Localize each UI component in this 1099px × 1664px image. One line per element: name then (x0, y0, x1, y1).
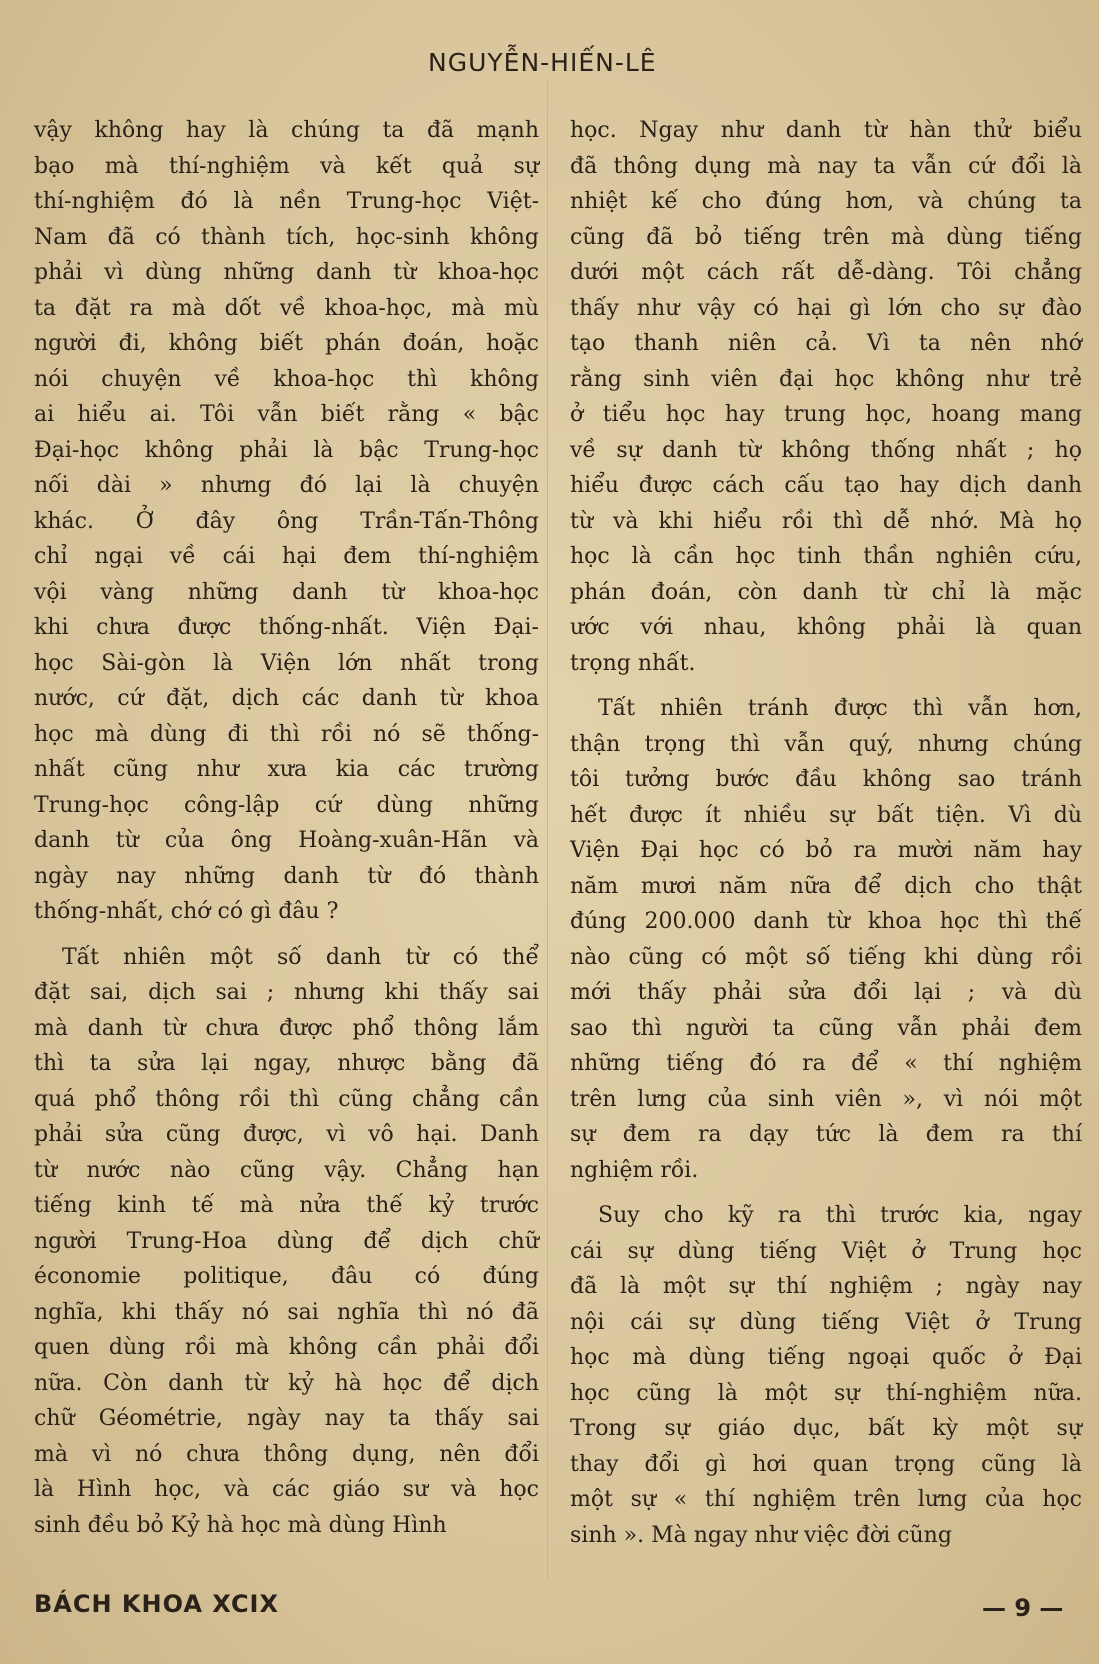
text-line: bạo mà thí-nghiệm và kết quả sự (34, 153, 539, 179)
text-line: rằng sinh viên đại học không như trẻ (570, 366, 1082, 392)
text-line: nội cái sự dùng tiếng Việt ở Trung (570, 1309, 1082, 1335)
text-line: vậy không hay là chúng ta đã mạnh (34, 118, 539, 143)
text-line: đã thông dụng mà nay ta vẫn cứ đổi là (570, 153, 1082, 179)
left-column (34, 113, 539, 1543)
text-line: hết được ít nhiều sự bất tiện. Vì dù (570, 802, 1082, 828)
text-line: économie politique, đâu có đúng (34, 1264, 539, 1289)
text-line: từ nước nào cũng vậy. Chẳng hạn (34, 1157, 539, 1183)
text-line: trên lưng của sinh viên », vì nói một (570, 1086, 1082, 1112)
text-line: từ và khi hiểu rồi thì dễ nhớ. Mà họ (570, 508, 1082, 534)
text-line: học mà dùng tiếng ngoại quốc ở Đại (570, 1345, 1082, 1370)
text-line: học cũng là một sự thí-nghiệm nữa. (570, 1380, 1082, 1406)
text-line: thì ta sửa lại ngay, nhược bằng đã (34, 1051, 539, 1076)
text-line: là Hình học, và các giáo sư và học (34, 1477, 539, 1502)
page-number: — 9 — (982, 1594, 1064, 1622)
text-line: học. Ngay như danh từ hàn thử biểu (570, 118, 1082, 143)
text-line: người đi, không biết phán đoán, hoặc (34, 331, 539, 356)
text-line: nói chuyện về khoa-học thì không (34, 366, 539, 392)
text-line: tôi tưởng bước đầu không sao tránh (570, 767, 1082, 792)
text-line: năm mươi năm nữa để dịch cho thật (570, 873, 1082, 899)
text-line: tiếng kinh tế mà nửa thế kỷ trước (34, 1193, 539, 1218)
paragraph (570, 691, 1082, 1188)
text-line: khi chưa được thống-nhất. Viện Đại- (34, 615, 539, 640)
text-line: đã là một sự thí nghiệm ; ngày nay (570, 1274, 1082, 1299)
text-line: nào cũng có một số tiếng khi dùng rồi (570, 944, 1082, 970)
text-line: mới thấy phải sửa đổi lại ; và dù (570, 980, 1082, 1005)
text-line: cái sự dùng tiếng Việt ở Trung học (570, 1238, 1082, 1264)
text-line: học mà dùng đi thì rồi nó sẽ thống- (34, 721, 539, 747)
text-line: Nam đã có thành tích, học-sinh không (34, 224, 539, 250)
journal-footer: BÁCH KHOA XCIX (34, 1590, 279, 1618)
text-line: thận trọng thì vẫn quý, nhưng chúng (570, 731, 1082, 757)
text-line: Tất nhiên tránh được thì vẫn hơn, (598, 696, 1082, 721)
paragraph (34, 940, 539, 1544)
paragraph (34, 113, 539, 930)
text-line: mà vì nó chưa thông dụng, nên đổi (34, 1441, 539, 1467)
text-line: vội vàng những danh từ khoa-học (34, 579, 539, 605)
text-line: Tất nhiên một số danh từ có thể (62, 944, 539, 970)
text-line: nhất cũng như xưa kia các trường (34, 757, 539, 782)
text-line: một sự « thí nghiệm trên lưng của học (570, 1487, 1082, 1512)
text-line: mà danh từ chưa được phổ thông lắm (34, 1015, 539, 1041)
text-line: phải sửa cũng được, vì vô hại. Danh (34, 1122, 539, 1147)
text-line: học Sài-gòn là Viện lớn nhất trong (34, 650, 539, 676)
text-line: thống-nhất, chớ có gì đâu ? (34, 899, 339, 924)
text-line: Đại-học không phải là bậc Trung-học (34, 437, 539, 463)
text-line: sao thì người ta cũng vẫn phải đem (570, 1015, 1082, 1041)
text-line: quá phổ thông rồi thì cũng chẳng cần (34, 1086, 539, 1112)
text-line: ta đặt ra mà dốt về khoa-học, mà mù (34, 295, 539, 321)
text-line: thấy như vậy có hại gì lớn cho sự đào (570, 295, 1082, 321)
text-line: thay đổi gì hơi quan trọng cũng là (570, 1451, 1082, 1477)
text-line: Trung-học công-lập cứ dùng những (34, 792, 539, 818)
text-line: Trong sự giáo dục, bất kỳ một sự (570, 1416, 1082, 1441)
text-line: quen dùng rồi mà không cần phải đổi (34, 1335, 539, 1360)
text-line: khác. Ở đây ông Trần-Tấn-Thông (34, 508, 539, 534)
text-line: đúng 200.000 danh từ khoa học thì thế (570, 909, 1082, 934)
text-line: về sự danh từ không thống nhất ; họ (570, 437, 1082, 463)
text-line: học là cần học tinh thần nghiên cứu, (570, 544, 1082, 569)
text-line: đặt sai, dịch sai ; nhưng khi thấy sai (34, 980, 539, 1005)
paragraph (570, 1198, 1082, 1553)
text-line: sinh đều bỏ Kỷ hà học mà dùng Hình (34, 1512, 447, 1538)
text-line: ai hiểu ai. Tôi vẫn biết rằng « bậc (34, 402, 539, 427)
text-line: những tiếng đó ra để « thí nghiệm (570, 1051, 1082, 1076)
text-line: ở tiểu học hay trung học, hoang mang (570, 402, 1082, 427)
text-line: nước, cứ đặt, dịch các danh từ khoa (34, 686, 539, 711)
paragraph (570, 113, 1082, 681)
text-line: tạo thanh niên cả. Vì ta nên nhớ (570, 331, 1082, 356)
text-line: nữa. Còn danh từ kỷ hà học để dịch (34, 1370, 539, 1396)
text-line: chữ Géométrie, ngày nay ta thấy sai (34, 1406, 539, 1431)
running-header: NGUYỄN-HIẾN-LÊ (428, 48, 657, 77)
text-line: nghĩa, khi thấy nó sai nghĩa thì nó đã (34, 1299, 539, 1325)
text-line: hiểu được cách cấu tạo hay dịch danh (570, 473, 1082, 498)
text-line: Viện Đại học có bỏ ra mười năm hay (570, 838, 1082, 863)
text-line: sự đem ra dạy tức là đem ra thí (570, 1122, 1082, 1147)
text-line: danh từ của ông Hoàng-xuân-Hãn và (34, 828, 539, 853)
text-line: nghiệm rồi. (570, 1157, 699, 1183)
text-line: người Trung-Hoa dùng để dịch chữ (34, 1228, 539, 1254)
text-line: cũng đã bỏ tiếng trên mà dùng tiếng (570, 224, 1082, 250)
text-line: trọng nhất. (570, 650, 696, 676)
text-line: ngày nay những danh từ đó thành (34, 863, 539, 889)
column-divider (547, 80, 548, 1580)
text-line: phán đoán, còn danh từ chỉ là mặc (570, 579, 1082, 605)
right-column (570, 113, 1082, 1553)
text-line: nhiệt kế cho đúng hơn, và chúng ta (570, 189, 1082, 214)
text-line: chỉ ngại về cái hại đem thí-nghiệm (34, 544, 539, 569)
text-line: sinh ». Mà ngay như việc đời cũng (570, 1522, 952, 1548)
text-line: nối dài » nhưng đó lại là chuyện (34, 473, 539, 498)
text-line: thí-nghiệm đó là nền Trung-học Việt- (34, 189, 539, 214)
text-line: phải vì dùng những danh từ khoa-học (34, 260, 539, 285)
text-line: Suy cho kỹ ra thì trước kia, ngay (598, 1203, 1082, 1228)
text-line: ước với nhau, không phải là quan (570, 615, 1082, 640)
text-line: dưới một cách rất dễ-dàng. Tôi chẳng (570, 260, 1082, 285)
